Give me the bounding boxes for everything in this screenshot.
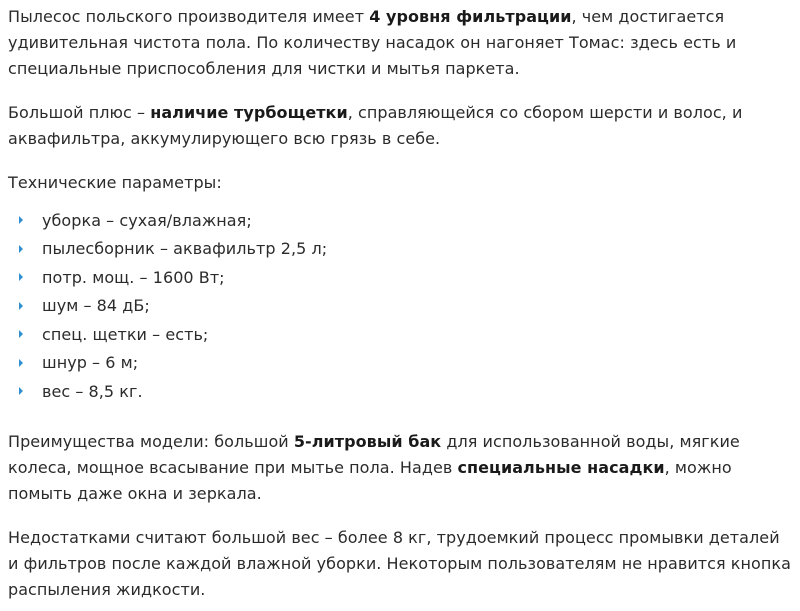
list-item — [19, 263, 792, 292]
bullet-arrow-icon — [19, 245, 23, 253]
specs-heading: Технические параметры: — [8, 173, 222, 192]
bullet-arrow-icon — [19, 273, 23, 281]
paragraph-advantages — [8, 429, 792, 507]
highlight-turbo-brush: наличие турбощетки — [150, 103, 348, 122]
bullet-arrow-icon — [19, 216, 23, 224]
paragraph-text: , можно помыть даже окна и зеркала. — [8, 457, 732, 503]
list-item — [19, 292, 792, 321]
spec-text: пылесборник – аквафильтр 2,5 л; — [42, 239, 328, 259]
spec-text: шнур – 6 м; — [42, 353, 139, 373]
highlight-nozzles: специальные насадки — [457, 457, 665, 477]
highlight-tank: 5-литровый бак — [293, 431, 442, 451]
highlight-filtration-levels: 4 уровня фильтрации — [369, 7, 572, 26]
list-item — [19, 349, 792, 378]
list-item — [19, 235, 792, 264]
bullet-arrow-icon — [19, 330, 23, 338]
paragraph-text: Большой плюс – — [8, 103, 151, 122]
bullet-arrow-icon — [19, 359, 23, 367]
paragraph-turbo-brush — [8, 100, 792, 152]
list-item — [19, 206, 792, 235]
paragraph-text: , чем достигается удивительная чистота пола. По количеству насадок он нагоняет Томас: здесь есть и специальные приспособления для чистки и мытья паркета. — [8, 7, 737, 78]
list-item — [19, 320, 792, 349]
paragraph-filtration — [8, 0, 792, 82]
paragraph-text: Преимущества модели: большой — [8, 431, 294, 451]
paragraph-disadvantages: Недостатками считают большой вес – более 8 кг, трудоемкий процесс промывки деталей и фильтров после каждой влажной уборки. Некоторым пользователям не нравится кнопка распыления жидкости. — [8, 527, 791, 599]
bullet-arrow-icon — [19, 387, 23, 395]
paragraph-text: , справляющейся со сбором шерсти и волос, и аквафильтра, аккумулирующего всю грязь в себе. — [8, 103, 743, 148]
spec-text: шум – 84 дБ; — [42, 296, 150, 316]
paragraph-text: Пылесос польского производителя имеет — [8, 7, 370, 26]
paragraph-text: для использованной воды, мягкие колеса, мощное всасывание при мытье пола. Надев — [8, 431, 740, 477]
spec-text: потр. мощ. – 1600 Вт; — [42, 267, 225, 287]
spec-text: спец. щетки – есть; — [42, 324, 209, 344]
spec-text: уборка – сухая/влажная; — [42, 210, 252, 230]
list-item — [19, 377, 792, 406]
bullet-arrow-icon — [19, 302, 23, 310]
spec-text: вес – 8,5 кг. — [42, 381, 143, 401]
specs-list — [8, 206, 792, 406]
